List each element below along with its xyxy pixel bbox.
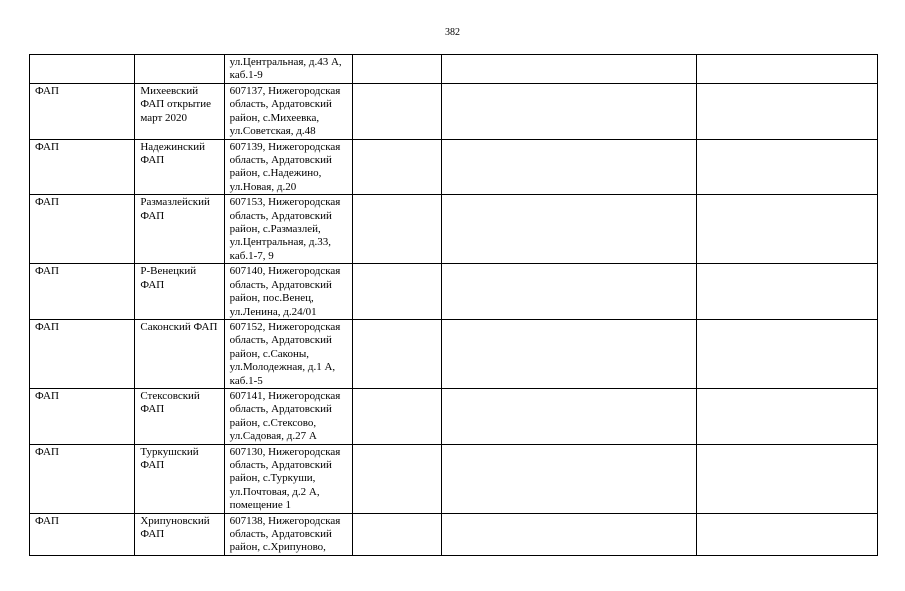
- cell-empty-6: [697, 444, 878, 513]
- address-line: 607141, Нижегородская: [229, 389, 341, 402]
- cell-empty-5: [442, 195, 697, 264]
- facility-name-line: Туркушский: [140, 445, 199, 458]
- table-row: [30, 139, 878, 195]
- address-line: область, Ардатовский: [229, 154, 332, 167]
- cell-type: ФАП: [30, 513, 135, 555]
- cell-empty-4: [353, 264, 442, 320]
- cell-empty-5: [442, 388, 697, 444]
- facility-name-line: Михеевский: [140, 85, 199, 97]
- cell-type: ФАП: [30, 84, 135, 140]
- cell-type: ФАП: [30, 319, 135, 388]
- address-line: 607140, Нижегородская: [229, 265, 341, 278]
- address-line: 607139, Нижегородская: [229, 140, 341, 153]
- cell-facility-name: [135, 319, 224, 388]
- cell-type: [30, 55, 135, 84]
- cell-type: ФАП: [30, 195, 135, 264]
- cell-type: ФАП: [30, 388, 135, 444]
- table-row: [30, 513, 878, 555]
- cell-empty-6: [697, 264, 878, 320]
- cell-empty-5: [442, 513, 697, 555]
- cell-address: [224, 195, 352, 264]
- address-line: район, с.Размазлей,: [229, 223, 321, 236]
- cell-address: [224, 444, 352, 513]
- cell-empty-6: [697, 84, 878, 140]
- cell-empty-6: [697, 513, 878, 555]
- cell-empty-6: [697, 55, 878, 84]
- address-line: 607152, Нижегородская: [229, 320, 341, 333]
- facility-name-line: Надежинский: [140, 140, 206, 153]
- facility-name-line: ФАП: [140, 403, 165, 416]
- cell-facility-name: [135, 264, 224, 320]
- facility-name-line: Хрипуновский: [140, 514, 210, 527]
- cell-empty-6: [697, 319, 878, 388]
- facility-name-line: Саконский ФАП: [140, 320, 218, 333]
- page-number: 382: [445, 27, 460, 38]
- address-line: 607153, Нижегородская: [229, 196, 341, 209]
- table-body: [30, 55, 878, 556]
- address-line: район, с.Стексово,: [229, 416, 317, 429]
- cell-empty-4: [353, 195, 442, 264]
- address-line: ул.Ленина, д.24/01: [229, 305, 317, 318]
- address-line: ул.Центральная, д.43 А,: [229, 56, 342, 68]
- cell-facility-name: [135, 84, 224, 140]
- cell-empty-6: [697, 139, 878, 195]
- facility-name-line: ФАП: [140, 209, 165, 222]
- facilities-table: [29, 54, 878, 556]
- address-line: ул.Советская, д.48: [229, 125, 316, 138]
- cell-address: [224, 319, 352, 388]
- address-line: 607137, Нижегородская: [229, 85, 341, 97]
- facility-name-line: Размазлейский: [140, 196, 210, 209]
- table-row: [30, 264, 878, 320]
- facility-name-line: Стексовский: [140, 389, 200, 402]
- cell-empty-5: [442, 84, 697, 140]
- address-line: 607138, Нижегородская: [229, 514, 341, 527]
- table-row: [30, 319, 878, 388]
- cell-empty-5: [442, 139, 697, 195]
- address-line: область, Ардатовский: [229, 458, 332, 471]
- cell-facility-name: [135, 139, 224, 195]
- address-line: ул.Почтовая, д.2 А,: [229, 485, 320, 498]
- address-line: ул.Молодежная, д.1 А,: [229, 361, 336, 374]
- address-line: ул.Новая, д.20: [229, 180, 297, 193]
- address-line: район, с.Михеевка,: [229, 111, 320, 124]
- cell-address: [224, 55, 352, 84]
- cell-empty-4: [353, 388, 442, 444]
- cell-empty-5: [442, 444, 697, 513]
- cell-address: [224, 139, 352, 195]
- cell-type: ФАП: [30, 264, 135, 320]
- cell-address: [224, 388, 352, 444]
- address-line: район, с.Надежино,: [229, 167, 322, 180]
- cell-address: [224, 513, 352, 555]
- cell-empty-4: [353, 55, 442, 84]
- address-line: ул.Центральная, д.33,: [229, 236, 331, 249]
- cell-empty-4: [353, 84, 442, 140]
- facility-name-line: март 2020: [140, 111, 188, 124]
- address-line: район, пос.Венец,: [229, 292, 314, 305]
- cell-facility-name: [135, 444, 224, 513]
- facility-name-line: ФАП: [140, 154, 165, 167]
- address-line: область, Ардатовский: [229, 528, 332, 540]
- facility-name-line: ФАП: [140, 458, 165, 471]
- address-line: область, Ардатовский: [229, 403, 332, 416]
- cell-empty-4: [353, 513, 442, 555]
- cell-type: ФАП: [30, 444, 135, 513]
- address-line: помещение 1: [229, 499, 291, 512]
- cell-facility-name: [135, 195, 224, 264]
- address-line: каб.1-9: [229, 69, 263, 82]
- table-row: [30, 84, 878, 140]
- cell-facility-name: [135, 388, 224, 444]
- address-line: район, с.Хрипуново,: [229, 541, 326, 554]
- cell-address: [224, 84, 352, 140]
- table-row: [30, 388, 878, 444]
- cell-empty-4: [353, 444, 442, 513]
- address-line: 607130, Нижегородская: [229, 445, 341, 458]
- cell-facility-name: [135, 55, 224, 84]
- address-line: каб.1-5: [229, 374, 263, 387]
- table-row: [30, 444, 878, 513]
- facility-name-line: Р-Венецкий: [140, 265, 197, 278]
- table-row: [30, 55, 878, 84]
- table-row: [30, 195, 878, 264]
- address-line: ул.Садовая, д.27 А: [229, 430, 317, 443]
- cell-empty-5: [442, 319, 697, 388]
- address-line: район, с.Туркуши,: [229, 472, 316, 485]
- cell-empty-6: [697, 388, 878, 444]
- cell-address: [224, 264, 352, 320]
- facility-name-line: ФАП открытие: [140, 98, 211, 111]
- address-line: район, с.Саконы,: [229, 347, 309, 360]
- address-line: область, Ардатовский: [229, 98, 332, 111]
- cell-empty-4: [353, 139, 442, 195]
- cell-empty-5: [442, 264, 697, 320]
- cell-empty-4: [353, 319, 442, 388]
- cell-empty-5: [442, 55, 697, 84]
- cell-empty-6: [697, 195, 878, 264]
- address-line: область, Ардатовский: [229, 278, 332, 291]
- cell-facility-name: [135, 513, 224, 555]
- cell-type: ФАП: [30, 139, 135, 195]
- address-line: область, Ардатовский: [229, 334, 332, 347]
- facility-name-line: ФАП: [140, 528, 165, 540]
- address-line: каб.1-7, 9: [229, 249, 274, 262]
- address-line: область, Ардатовский: [229, 209, 332, 222]
- facility-name-line: ФАП: [140, 278, 165, 291]
